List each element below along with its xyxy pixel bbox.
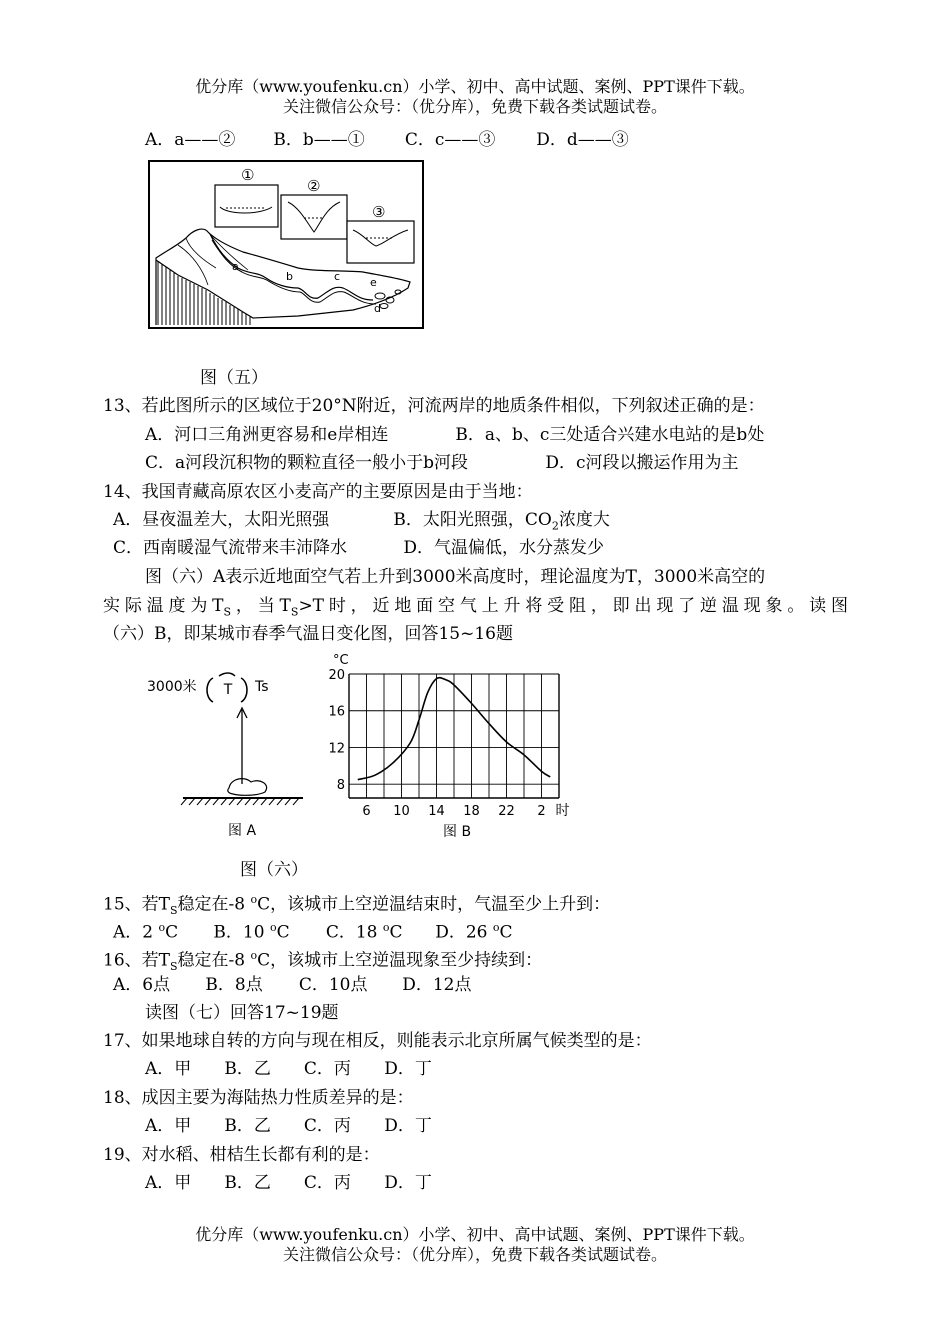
fig6b-x-unit: 时 — [555, 803, 570, 819]
q14-stem: 14、我国青藏高原农区小麦高产的主要原因是由于当地： — [103, 482, 533, 502]
fig6a-label: 图 A — [228, 823, 257, 839]
q17-option-d: D．丁 — [384, 1059, 432, 1079]
q15-option-a: A．2 $^o$C — [113, 921, 179, 943]
q13-option-d: D．c河段以搬运作用为主 — [545, 453, 739, 473]
fig6a-ts-label: Ts — [255, 679, 269, 695]
q13-stem: 13、若此图所示的区域位于20°N附近，河流两岸的地质条件相似，下列叙述正确的是： — [103, 396, 765, 416]
footer-line-2: 关注微信公众号：（优分库），免费下载各类试题试卷。 — [282, 1245, 667, 1264]
fig5-label-2: ② — [307, 177, 321, 195]
x-tick-label: 6 — [362, 804, 371, 819]
fig5-point-d: d — [374, 302, 381, 315]
q12-option-b: B．b——① — [273, 130, 365, 150]
q16-option-a: A．6点 — [113, 975, 171, 995]
q19-options — [145, 1173, 432, 1193]
figure5-river-diagram — [148, 160, 424, 330]
q18-option-a: A．甲 — [145, 1116, 192, 1136]
x-tick-label: 14 — [428, 804, 445, 819]
fig5-point-b: b — [286, 270, 293, 283]
q17-option-b: B．乙 — [224, 1059, 271, 1079]
fig6a-t-label: T — [223, 682, 233, 698]
q16-option-b: B．8点 — [205, 975, 263, 995]
y-tick-label: 12 — [328, 741, 345, 757]
fig5-label-3: ③ — [372, 203, 386, 221]
figure6-caption: 图（六） — [240, 860, 308, 880]
x-tick-label: 2 — [537, 804, 546, 819]
fig5-point-c: c — [334, 270, 341, 283]
header-line-2: 关注微信公众号：（优分库），免费下载各类试题试卷。 — [282, 97, 667, 116]
fig5-point-e: e — [370, 276, 377, 289]
q13-option-b: B．a、b、c三处适合兴建水电站的是b处 — [455, 425, 765, 445]
fig5-point-a: a — [232, 260, 239, 273]
q15-option-c: C．18 $^o$C — [325, 921, 403, 943]
q15-stem: 15、若$T_S$稳定在-8 $^o$C，该城市上空逆温结束时，气温至少上升到： — [103, 893, 611, 918]
q13-options-row2 — [145, 453, 739, 473]
q18-option-d: D．丁 — [384, 1116, 432, 1136]
q16-stem: 16、若$T_S$稳定在-8 $^o$C，该城市上空逆温现象至少持续到： — [103, 949, 543, 974]
x-tick-label: 10 — [393, 804, 410, 819]
intro6-line2: 实际温度为$T_S$，当$T_S>T$时，近地面空气上升将受阻，即出现了逆温现象。读图 — [103, 596, 848, 619]
q16-option-d: D．12点 — [402, 975, 472, 995]
q16-options — [113, 975, 471, 995]
q17-option-c: C．丙 — [303, 1059, 351, 1079]
q12-option-a: A．a——② — [145, 130, 236, 150]
header-line-1: 优分库（www.youfenku.cn）小学、初中、高中试题、案例、PPT课件下载。 — [195, 77, 755, 96]
q15-option-d: D．26 $^o$C — [435, 921, 513, 943]
q14-option-a: A．昼夜温差大，太阳光照强 — [113, 510, 330, 530]
y-tick-label: 20 — [328, 668, 345, 683]
q17-stem: 17、如果地球自转的方向与现在相反，则能表示北京所属气候类型的是： — [103, 1031, 652, 1051]
q13-option-c: C．a河段沉积物的颗粒直径一般小于b河段 — [145, 453, 469, 473]
intro6-line1: 图（六）A表示近地面空气若上升到3000米高度时，理论温度为T，3000米高空的 — [145, 567, 766, 587]
q14-options-row2 — [113, 538, 604, 558]
intro6-line3: （六）B，即某城市春季气温日变化图，回答15~16题 — [103, 624, 513, 644]
q13-option-a: A．河口三角洲更容易和e岸相连 — [145, 425, 389, 445]
fig6b-grid — [349, 674, 559, 798]
fig6b-ticks — [328, 668, 545, 819]
q12-option-d: D．d——③ — [536, 130, 629, 150]
q18-option-c: C．丙 — [303, 1116, 351, 1136]
q13-options-row1 — [145, 425, 764, 445]
q14-option-c: C．西南暖湿气流带来丰沛降水 — [113, 538, 348, 558]
read7-instruction: 读图（七）回答17~19题 — [145, 1003, 339, 1023]
q12-option-c: C．c——③ — [404, 130, 496, 150]
q17-options — [145, 1059, 432, 1079]
figure5-caption: 图（五） — [200, 368, 268, 388]
q17-option-a: A．甲 — [145, 1059, 192, 1079]
q16-option-c: C．10点 — [298, 975, 368, 995]
q19-stem: 19、对水稻、柑桔生长都有利的是： — [103, 1145, 380, 1165]
q19-option-b: B．乙 — [224, 1173, 271, 1193]
q19-option-a: A．甲 — [145, 1173, 192, 1193]
footer-line-1: 优分库（www.youfenku.cn）小学、初中、高中试题、案例、PPT课件下载。 — [195, 1225, 755, 1244]
y-tick-label: 8 — [336, 778, 345, 794]
fig5-label-1: ① — [241, 166, 255, 184]
q14-option-d: D．气温偏低，水分蒸发少 — [403, 538, 605, 558]
q19-option-d: D．丁 — [384, 1173, 432, 1193]
fig6b-label: 图 B — [443, 824, 472, 840]
q12-options — [145, 130, 629, 150]
fig6a-altitude-label: 3000米 — [147, 679, 197, 695]
figure6a-diagram — [145, 660, 315, 845]
q18-options — [145, 1116, 432, 1136]
q19-option-c: C．丙 — [303, 1173, 351, 1193]
q15-options — [113, 918, 513, 943]
q15-option-b: B．10 $^o$C — [213, 921, 290, 943]
fig6b-unit-label: °C — [333, 653, 349, 668]
q18-option-b: B．乙 — [224, 1116, 271, 1136]
figure6b-temperature-chart — [325, 648, 575, 843]
x-tick-label: 18 — [463, 804, 480, 819]
q14-option-b: B．太阳光照强，$CO_2$浓度大 — [393, 510, 610, 533]
q14-options-row1 — [113, 510, 610, 536]
q18-stem: 18、成因主要为海陆热力性质差异的是： — [103, 1088, 414, 1108]
x-tick-label: 22 — [498, 804, 515, 819]
y-tick-label: 16 — [328, 704, 345, 720]
